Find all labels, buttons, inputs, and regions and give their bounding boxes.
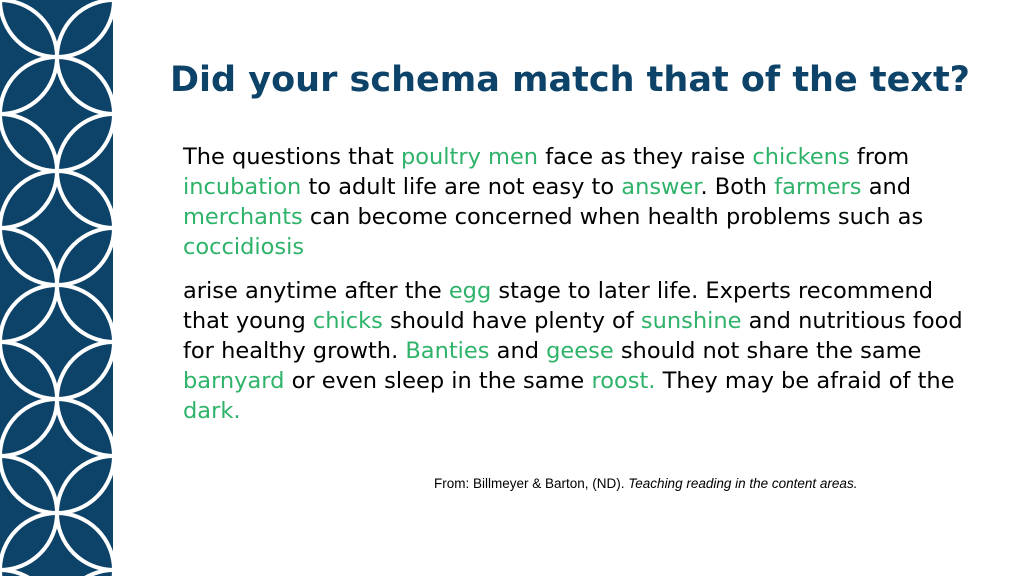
- highlighted-term: chicks: [312, 308, 383, 334]
- passage-text-run: and: [489, 338, 547, 364]
- highlighted-term: chickens: [752, 144, 850, 170]
- passage-text-run: can become concerned when health problems such as: [302, 204, 924, 230]
- highlighted-term: sunshine: [640, 308, 742, 334]
- highlighted-term: Banties: [405, 338, 490, 364]
- passage-text-run: arise anytime after the: [183, 278, 449, 304]
- highlighted-term: incubation: [183, 174, 302, 200]
- citation-title: Teaching reading in the content areas.: [628, 476, 858, 491]
- highlighted-term: answer: [621, 174, 701, 200]
- passage-paragraph: [183, 142, 983, 262]
- passage-text-run: and: [861, 174, 912, 200]
- passage-text-run: face as they raise: [538, 144, 753, 170]
- passage-text-run: from: [849, 144, 910, 170]
- passage-text-run: stage to later life. Experts recommend that young: [183, 278, 933, 334]
- passage-text-run: or even sleep in the same: [284, 368, 592, 394]
- passage-text: [183, 142, 983, 426]
- highlighted-term: egg: [448, 278, 492, 304]
- highlighted-term: poultry men: [400, 144, 539, 170]
- citation: [434, 476, 857, 491]
- interlocking-circles-pattern: [0, 0, 113, 576]
- highlighted-term: roost.: [591, 368, 656, 394]
- passage-text-run: The questions that: [183, 144, 401, 170]
- highlighted-term: coccidiosis: [183, 234, 305, 260]
- passage-paragraph: [183, 276, 983, 426]
- passage-text-run: should have plenty of: [382, 308, 641, 334]
- highlighted-term: geese: [546, 338, 614, 364]
- passage-text-run: They may be afraid of the: [655, 368, 955, 394]
- passage-text-run: and nutritious food for healthy growth.: [183, 308, 963, 364]
- highlighted-term: barnyard: [183, 368, 285, 394]
- passage-text-run: . Both: [700, 174, 775, 200]
- decorative-sidebar: [0, 0, 113, 576]
- highlighted-term: farmers: [774, 174, 862, 200]
- highlighted-term: merchants: [183, 204, 303, 230]
- passage-text-run: to adult life are not easy to: [301, 174, 622, 200]
- highlighted-term: dark.: [183, 398, 241, 424]
- slide-title: Did your schema match that of the text?: [170, 60, 970, 100]
- passage-text-run: should not share the same: [613, 338, 922, 364]
- citation-source: From: Billmeyer & Barton, (ND).: [434, 476, 629, 491]
